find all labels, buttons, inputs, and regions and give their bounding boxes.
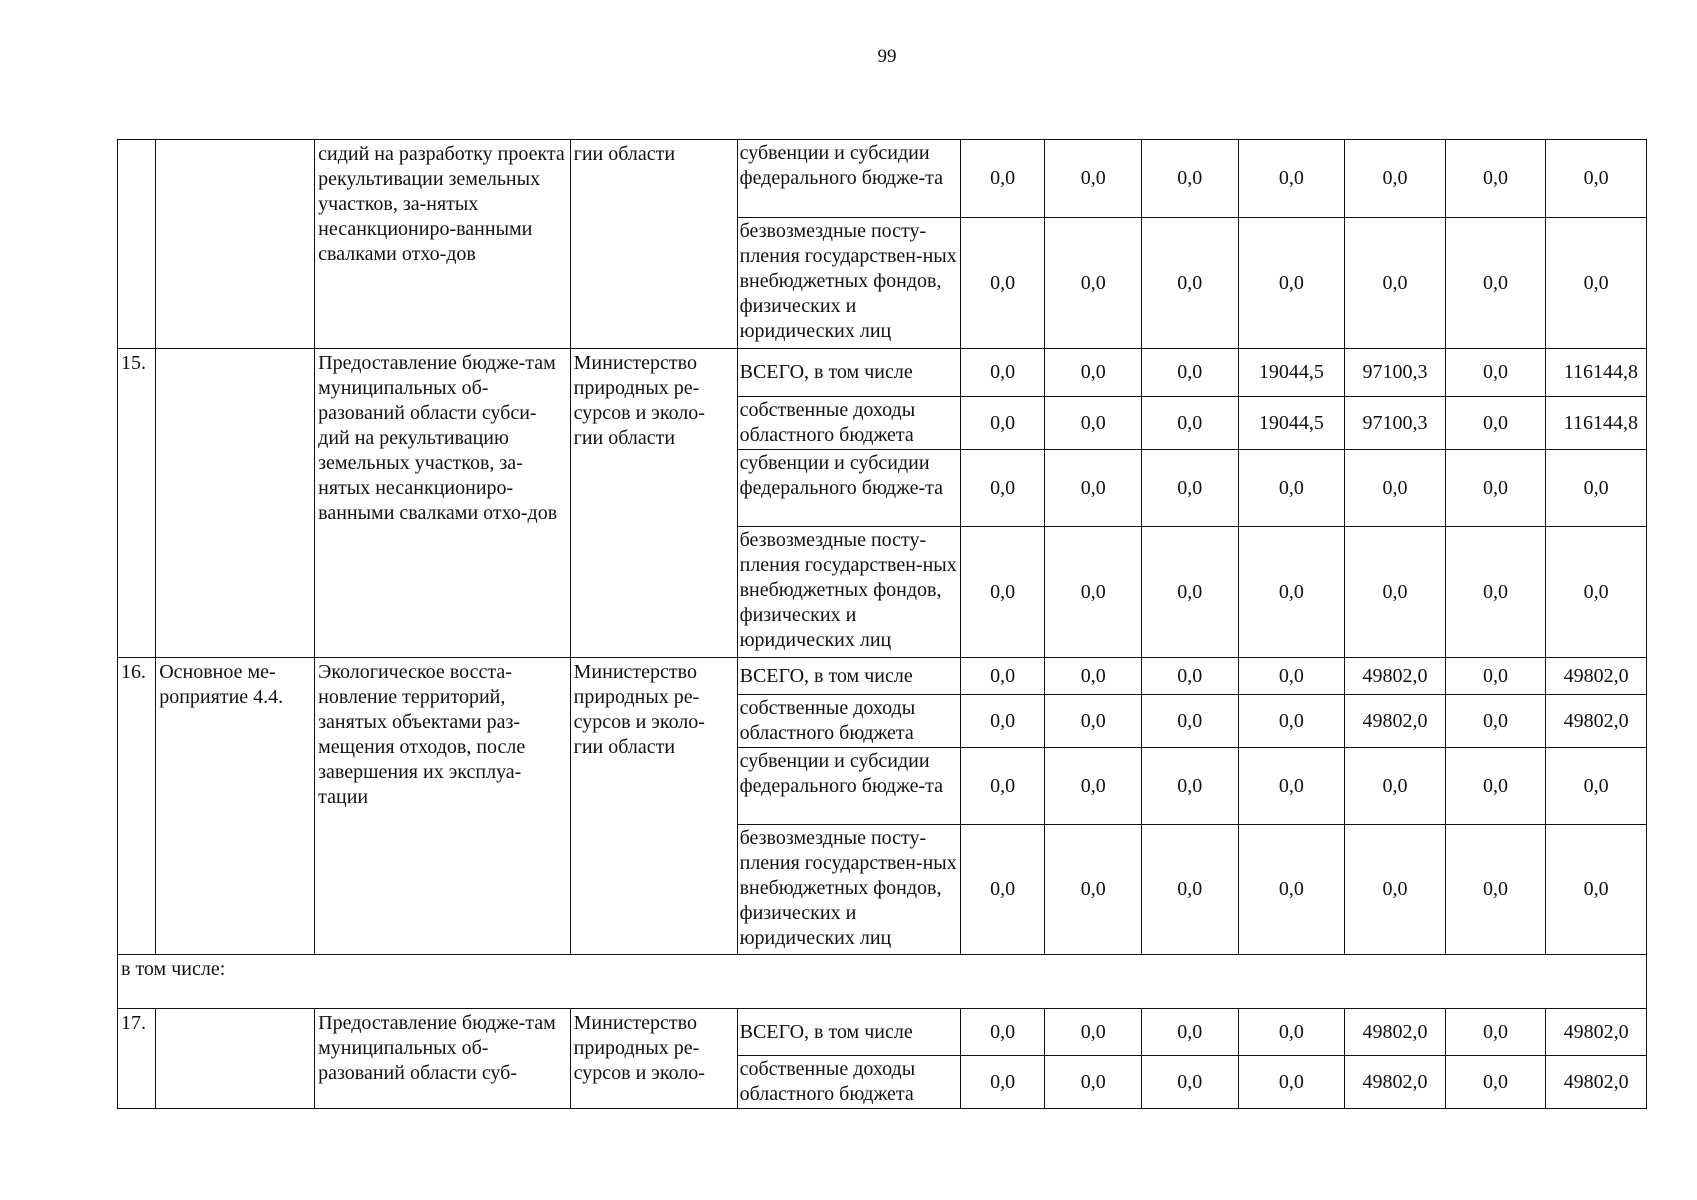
value-cell: 0,0 (1238, 658, 1345, 695)
value-cell: 0,0 (960, 695, 1044, 748)
source-own: собственные доходы областного бюджета (737, 695, 960, 748)
row-number-cell: 16. (118, 658, 156, 955)
source-total: ВСЕГО, в том числе (737, 658, 960, 695)
table-row (118, 349, 1647, 397)
source-total: ВСЕГО, в том числе (737, 349, 960, 397)
value-cell: 0,0 (1445, 695, 1546, 748)
section-label: в том числе: (118, 955, 1647, 1009)
value-cell: 0,0 (1045, 1009, 1142, 1056)
value-cell: 0,0 (1045, 1056, 1142, 1109)
value-cell: 0,0 (1445, 1056, 1546, 1109)
value-cell: 0,0 (1238, 748, 1345, 825)
value-cell: 0,0 (1238, 140, 1345, 218)
value-cell: 49802,0 (1546, 1009, 1647, 1056)
value-cell: 0,0 (1445, 527, 1546, 658)
value-cell: 0,0 (1345, 218, 1446, 349)
value-cell: 49802,0 (1345, 1009, 1446, 1056)
value-cell: 49802,0 (1345, 1056, 1446, 1109)
source-grants: безвозмездные посту-пления государствен-ных внебюджетных фондов, физических и юридических лиц (737, 527, 960, 658)
value-cell: 49802,0 (1546, 1056, 1647, 1109)
description-cell: Предоставление бюдже-там муниципальных об-разований области суб- (315, 1009, 571, 1109)
value-cell: 0,0 (1141, 349, 1238, 397)
value-cell: 0,0 (1445, 349, 1546, 397)
value-cell: 97100,3 (1345, 349, 1446, 397)
value-cell: 0,0 (1345, 140, 1446, 218)
page-number: 99 (877, 46, 897, 67)
value-cell: 0,0 (960, 1056, 1044, 1109)
value-cell: 0,0 (1238, 1056, 1345, 1109)
row-number-cell: 17. (118, 1009, 156, 1109)
row-number-cell (118, 140, 156, 349)
value-cell: 0,0 (1546, 450, 1647, 527)
value-cell: 0,0 (1141, 1009, 1238, 1056)
value-cell: 0,0 (1045, 527, 1142, 658)
value-cell: 0,0 (1238, 527, 1345, 658)
source-own: собственные доходы областного бюджета (737, 397, 960, 450)
value-cell: 0,0 (1345, 527, 1446, 658)
value-cell: 0,0 (1141, 450, 1238, 527)
value-cell: 116144,8 (1546, 349, 1647, 397)
event-cell (156, 1009, 315, 1109)
value-cell: 97100,3 (1345, 397, 1446, 450)
description-cell: Экологическое восста-новление территорий, занятых объектами раз-мещения отходов, после завершения их эксплуа-тации (315, 658, 571, 955)
source-subsidies: субвенции и субсидии федерального бюдже-та (737, 748, 960, 825)
value-cell: 0,0 (960, 450, 1044, 527)
value-cell: 49802,0 (1546, 658, 1647, 695)
value-cell: 0,0 (1546, 140, 1647, 218)
value-cell: 0,0 (1238, 450, 1345, 527)
value-cell: 0,0 (1445, 397, 1546, 450)
source-grants: безвозмездные посту-пления государствен-ных внебюджетных фондов, физических и юридических лиц (737, 825, 960, 955)
table-row (118, 140, 1647, 218)
value-cell: 49802,0 (1345, 658, 1446, 695)
value-cell: 19044,5 (1238, 397, 1345, 450)
value-cell: 19044,5 (1238, 349, 1345, 397)
value-cell: 0,0 (1045, 218, 1142, 349)
value-cell: 0,0 (960, 825, 1044, 955)
value-cell: 0,0 (1238, 825, 1345, 955)
executor-cell: Министерство природных ре-сурсов и эколо- (570, 1009, 737, 1109)
value-cell: 0,0 (1345, 450, 1446, 527)
value-cell: 0,0 (1546, 748, 1647, 825)
value-cell: 0,0 (1045, 748, 1142, 825)
value-cell: 0,0 (1546, 218, 1647, 349)
value-cell: 0,0 (1141, 527, 1238, 658)
executor-cell: гии области (570, 140, 737, 349)
value-cell: 0,0 (1141, 1056, 1238, 1109)
value-cell: 0,0 (960, 748, 1044, 825)
source-total: ВСЕГО, в том числе (737, 1009, 960, 1056)
event-cell (156, 140, 315, 349)
executor-cell: Министерство природных ре-сурсов и эколо-гии области (570, 658, 737, 955)
section-row (118, 955, 1647, 1009)
value-cell: 0,0 (1141, 658, 1238, 695)
value-cell: 0,0 (1445, 218, 1546, 349)
value-cell: 0,0 (960, 349, 1044, 397)
value-cell: 0,0 (1141, 140, 1238, 218)
description-cell: сидий на разработку проекта рекультивации земельных участков, за-нятых несанкциониро-ванными свалками отхо-дов (315, 140, 571, 349)
value-cell: 0,0 (960, 140, 1044, 218)
value-cell: 0,0 (1445, 748, 1546, 825)
value-cell: 0,0 (1141, 695, 1238, 748)
value-cell: 0,0 (1141, 397, 1238, 450)
value-cell: 0,0 (1238, 1009, 1345, 1056)
value-cell: 0,0 (1045, 450, 1142, 527)
source-subsidies: субвенции и субсидии федерального бюдже-та (737, 450, 960, 527)
table-row (118, 1009, 1647, 1056)
value-cell: 0,0 (1445, 140, 1546, 218)
source-own: собственные доходы областного бюджета (737, 1056, 960, 1109)
value-cell: 0,0 (1238, 695, 1345, 748)
value-cell: 0,0 (1445, 450, 1546, 527)
value-cell: 0,0 (1345, 748, 1446, 825)
value-cell: 116144,8 (1546, 397, 1647, 450)
value-cell: 0,0 (1546, 825, 1647, 955)
value-cell: 0,0 (1345, 825, 1446, 955)
source-subsidies: субвенции и субсидии федерального бюдже-та (737, 140, 960, 218)
event-cell (156, 349, 315, 658)
row-number-cell: 15. (118, 349, 156, 658)
value-cell: 0,0 (1045, 695, 1142, 748)
event-cell: Основное ме-роприятие 4.4. (156, 658, 315, 955)
value-cell: 0,0 (1445, 658, 1546, 695)
value-cell: 0,0 (960, 658, 1044, 695)
description-cell: Предоставление бюдже-там муниципальных об-разований области субси-дий на рекультивацию земельных участков, за-нятых несанкциониро-ванными свалками отхо-дов (315, 349, 571, 658)
value-cell: 49802,0 (1546, 695, 1647, 748)
value-cell: 0,0 (1045, 140, 1142, 218)
value-cell: 0,0 (960, 218, 1044, 349)
value-cell: 0,0 (960, 397, 1044, 450)
executor-cell: Министерство природных ре-сурсов и эколо-гии области (570, 349, 737, 658)
value-cell: 0,0 (1045, 349, 1142, 397)
value-cell: 49802,0 (1345, 695, 1446, 748)
value-cell: 0,0 (1445, 1009, 1546, 1056)
value-cell: 0,0 (1141, 825, 1238, 955)
value-cell: 0,0 (960, 527, 1044, 658)
value-cell: 0,0 (1141, 218, 1238, 349)
budget-table (117, 139, 1647, 1109)
value-cell: 0,0 (1141, 748, 1238, 825)
value-cell: 0,0 (1045, 658, 1142, 695)
value-cell: 0,0 (1045, 825, 1142, 955)
value-cell: 0,0 (1045, 397, 1142, 450)
table-row (118, 658, 1647, 695)
source-grants: безвозмездные посту-пления государствен-ных внебюджетных фондов, физических и юридических лиц (737, 218, 960, 349)
value-cell: 0,0 (1238, 218, 1345, 349)
value-cell: 0,0 (960, 1009, 1044, 1056)
value-cell: 0,0 (1546, 527, 1647, 658)
value-cell: 0,0 (1445, 825, 1546, 955)
